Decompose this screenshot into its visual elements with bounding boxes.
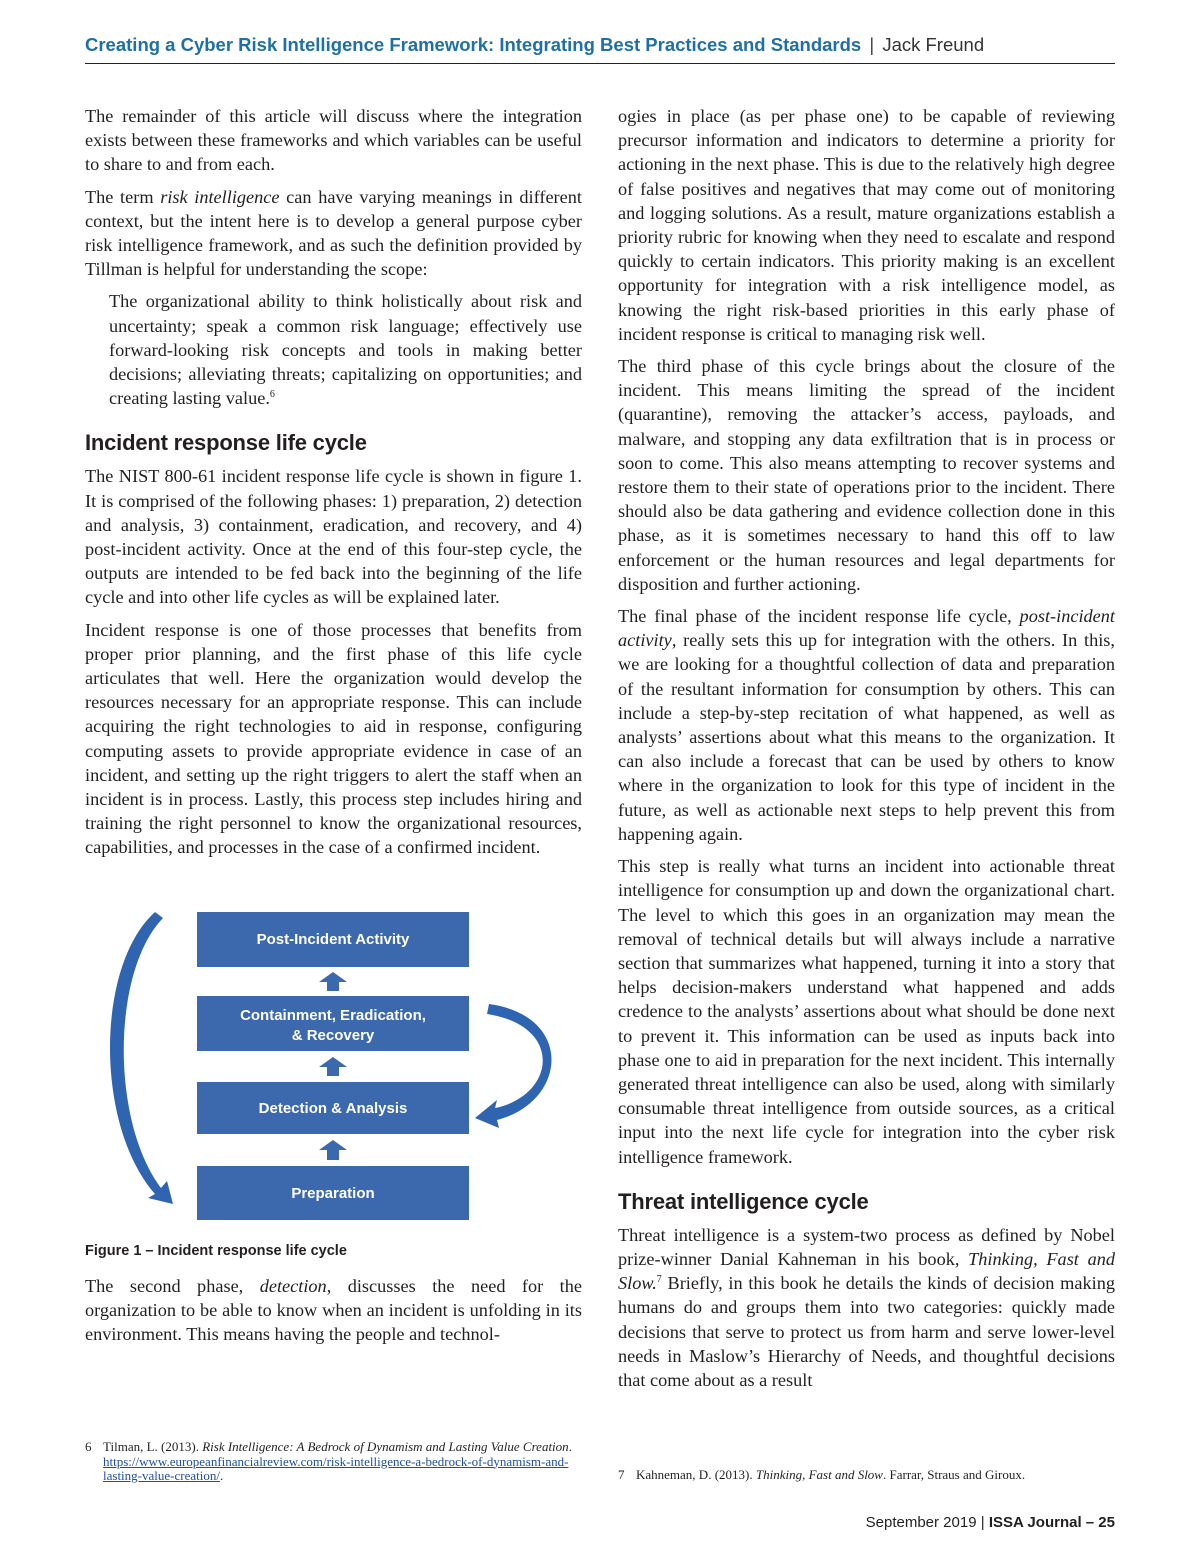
footer-separator: | (980, 1514, 985, 1531)
footnote-6: 6 Tilman, L. (2013). Risk Intelligence: A Bedrock of Dynamism and Lasting Value Creation. https://www.europeanfinancialreview.com/risk-intelligence-a-bedrock-of-dynamism-and-lasting-value-creation/. (85, 1439, 572, 1483)
paragraph: ogies in place (as per phase one) to be capable of reviewing precursor information and indicators to determine a priority for actioning in the next phase. This is due to the relatively high degree of false positives and negatives that may come out of monitoring and logging solutions. As a result, mature organizations establish a priority rubric for knowing when they need to escalate and respond quickly to certain indicators. This priority making is an excellent opportunity for integration with a risk intelligence model, as knowing the right risk-based priorities in this early phase of incident response is critical to managing risk well. (618, 106, 1115, 344)
section-heading: Incident response life cycle (85, 430, 367, 456)
issue-date: September 2019 (865, 1514, 977, 1531)
footnote-number: 7 (618, 1467, 625, 1482)
paragraph: This step is really what turns an incident into actionable threat intelligence for consumption up and down the organizational chart. The level to which this goes in an organization may mean the removal of technical details but will always include a narrative section that summarizes what happened, turning it into a story that helps decision-makers understand what happened and adds credence to the analysts’ assertions about what should be done next to prevent it. This information can be used as inputs back into phase one to aid in preparation for the next incident. This internally generated threat intelligence can also be used, along with similarly consumable threat intelligence from outside sources, as a critical input into the next life cycle for integration into the cyber risk intelligence framework. (618, 856, 1115, 1167)
paragraph: The third phase of this cycle brings about the closure of the incident. This means limiting the spread of the incident (quarantine), removing the attacker’s access, payloads, and malware, and stopping any data exfiltration that is in process or soon to come. This also means attempting to recover systems and restore them to their state of operations prior to the incident. There should also be data gathering and evidence collection done in this phase, as it is sometimes necessary to hand this off to law enforcement or the human resources and legal departments for disposition and further actioning. (618, 356, 1115, 594)
box-preparation-label: Preparation (291, 1184, 375, 1202)
cycle-return-arrow-left (110, 912, 173, 1204)
header-separator: | (869, 34, 875, 55)
paragraph: The term risk intelligence can have varying meanings in different context, but the intent here is to develop a general purpose cyber risk intelligence framework, and as such the definition provided by Tillman is helpful for understanding the scope: (85, 186, 582, 280)
header-rule (85, 63, 1115, 64)
footnote-7: 7 Kahneman, D. (2013). Thinking, Fast and Slow. Farrar, Straus and Giroux. (618, 1467, 1026, 1482)
up-arrow-1 (319, 972, 347, 991)
paragraph: The NIST 800-61 incident response life cycle is shown in figure 1. It is comprised of the following phases: 1) preparation, 2) detection and analysis, 3) containment, eradication, and recovery, and 4) post-incident activity. Once at the end of this four-step cycle, the outputs are intended to be fed back into the beginning of the life cycle and into other life cycles as will be explained later. (85, 466, 582, 608)
figure-caption: Figure 1 – Incident response life cycle (85, 1242, 347, 1259)
up-arrow-3 (319, 1140, 347, 1160)
journal-name: ISSA Journal (988, 1514, 1082, 1531)
up-arrow-2 (319, 1057, 347, 1076)
incident-response-figure (85, 896, 582, 1236)
box-containment-label-1: Containment, Eradication, (240, 1006, 426, 1024)
emphasis: post-incident activity (618, 606, 1115, 651)
paragraph: The second phase, detection, discusses the need for the organization to be able to know when an incident is unfolding in its environment. This means having the people and technol- (85, 1275, 582, 1345)
article-title: Creating a Cyber Risk Intelligence Framework: Integrating Best Practices and Standards (85, 34, 862, 55)
running-header (85, 33, 1115, 57)
page-number: – 25 (1085, 1514, 1115, 1531)
cycle-arrow-right (475, 1004, 552, 1128)
box-detection-label: Detection & Analysis (258, 1099, 408, 1117)
emphasis: risk intelligence (160, 186, 280, 207)
footnote-link[interactable]: https://www.europeanfinancialreview.com/risk-intelligence-a-bedrock-of-dynamism-and-lasting-value-creation/ (103, 1453, 569, 1483)
emphasis: detection (259, 1275, 327, 1296)
page-footer (866, 1514, 1115, 1531)
left-column (85, 104, 582, 1354)
paragraph: The remainder of this article will discuss where the integration exists between these frameworks and which variables can be useful to share to and from each. (85, 106, 582, 175)
lifecycle-diagram (85, 896, 582, 1236)
paragraph: The final phase of the incident response life cycle, post-incident activity, really sets this up for integration with the others. In this, we are looking for a thoughtful collection of data and preparation of the resultant information for consumption by others. This can include a step-by-step recitation of what happened, as well as analysts’ assertions about what this means to the organization. It can also include a forecast that can be used by others to know where in the organization to look for this type of incident in the future, as well as actionable next steps to help prevent this from happening again. (618, 606, 1115, 844)
box-post-incident-label: Post-Incident Activity (256, 930, 410, 948)
footnote-number: 6 (85, 1439, 92, 1454)
box-containment-label-2: & Recovery (291, 1026, 375, 1044)
paragraph: Threat intelligence is a system-two process as defined by Nobel prize-winner Danial Kahneman in his book, Thinking, Fast and Slow.$^7$ Briefly, in this book he details the kinds of decision making humans do and groups them into two categories: quickly made decisions that serve to protect us from harm and serve lower-level needs in Maslow’s Hierarchy of Needs, and thoughtful decisions that come about as a result (618, 1224, 1115, 1390)
block-quote: The organizational ability to think holistically about risk and uncertainty; speak a common risk language; effectively use forward-looking risk concepts and tools in making better decisions; alleviating threats; capitalizing on opportunities; and creating lasting value.$^6$ (109, 291, 582, 409)
right-column (618, 104, 1115, 1400)
paragraph: Incident response is one of those processes that benefits from proper prior planning, and the first phase of this life cycle articulates that well. Here the organization would develop the resources necessary for an appropriate response. This can include acquiring the right technologies to aid in response, configuring computing assets to provide appropriate evidence in case of an incident, and setting up the right triggers to alert the staff when an incident is in process. Lastly, this process step includes hiring and training the right personnel to know the organizational resources, capabilities, and processes in the case of a confirmed incident. (85, 619, 582, 858)
section-heading: Threat intelligence cycle (618, 1188, 869, 1214)
footnote-ref[interactable]: 7 (656, 1274, 662, 1286)
author-name: Jack Freund (882, 34, 985, 55)
footnote-ref[interactable]: 6 (269, 389, 275, 401)
emphasis: Thinking, Fast and Slow. (618, 1248, 1115, 1294)
